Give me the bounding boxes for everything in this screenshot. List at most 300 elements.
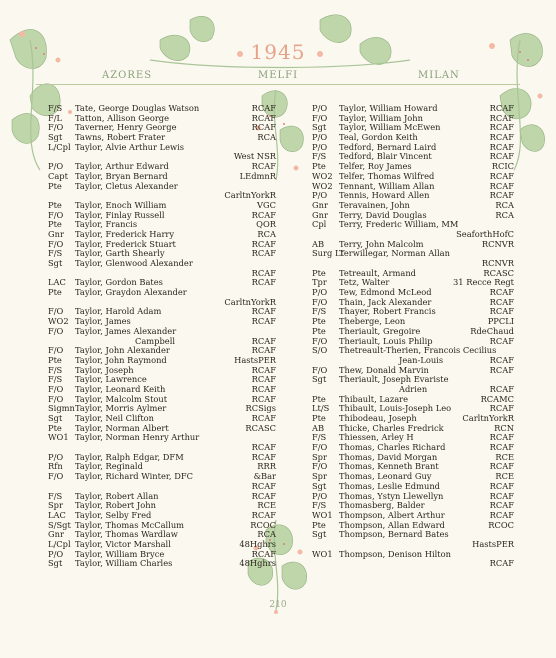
roll-entry [48,172,276,182]
rank-label: Gnr [48,529,64,540]
unit-label: RCOC [250,519,276,530]
unit-label: RCNVR [481,238,514,249]
roll-entry [48,191,276,201]
unit-label: RCE [495,471,514,482]
unit-label: RCAF [251,277,276,288]
name-label [75,191,224,201]
unit-label: RCAF [489,364,514,375]
name-label [339,230,456,240]
name-label: Taylor, Enoch William [75,200,167,210]
name-label: Taylor, Richard Winter, DFC [75,472,193,482]
roll-entry [48,559,276,569]
name-label: Taylor, William John [339,113,423,123]
rank-label: Pte [312,161,326,172]
unit-label: CarltnYorkR [224,190,276,201]
roll-entry [312,307,514,317]
rank-label: L/Cpl [48,538,71,549]
roll-entry [48,114,276,124]
name-label: Thompson, Albert Arthur [339,510,445,520]
name-label: Tetz, Walter [339,278,390,288]
roll-entry [48,240,276,250]
roll-entry [312,472,514,482]
roll-entry [48,443,276,453]
roll-entry [48,249,276,259]
unit-label: RCAF [251,548,276,559]
unit-label: RCAF [489,122,514,133]
name-label: Theriault, Gregoire [339,326,421,336]
rank-label: F/S [48,103,63,113]
roll-entry [312,540,514,550]
unit-label: RCAF [489,442,514,453]
rank-label: S/O [312,345,328,356]
name-label: Jean-Louis [399,355,444,365]
roll-entry [312,424,514,434]
rank-label: S/Sgt [48,519,71,530]
unit-label: 48Hghrs [239,538,276,549]
roll-entry [48,298,276,308]
rank-label: P/O [312,103,328,113]
rank-label [312,559,339,569]
location-label: MELFI [258,70,299,81]
name-label: Taylor, Cletus Alexander [75,181,178,191]
unit-label: RCAF [489,141,514,152]
name-label [75,298,224,308]
name-label: Taylor, James Alexander [75,326,177,336]
name-label: Thayer, Robert Francis [339,307,436,317]
unit-label: RCAF [251,393,276,404]
name-label: Taylor, Frederick Harry [75,229,175,239]
rank-label: F/S [48,248,63,259]
rank-label: Sgt [312,374,327,385]
unit-label: RCAMC [480,393,514,404]
rank-label: Cpl [312,219,327,230]
rank-label: Pte [48,354,62,365]
name-label [339,559,490,569]
name-label: Taylor, Ralph Edgar, DFM [75,452,184,462]
rank-label: WO2 [312,180,333,191]
name-label: Tennis, Howard Allen [339,191,430,201]
rank-label: F/O [312,461,328,472]
roll-entry [48,472,276,482]
name-label: Campbell [135,336,176,346]
roll-entry [312,395,514,405]
rank-label: Spr [312,471,327,482]
rank-label: Pte [48,422,62,433]
name-label [75,443,252,453]
unit-label: RCAF [489,296,514,307]
unit-label: RCAF [489,509,514,520]
rank-label: F/S [312,151,327,162]
unit-label: RCAF [251,509,276,520]
roll-entry [48,278,276,288]
roll-entry [312,298,514,308]
roll-entry [48,317,276,327]
roll-entry [312,327,514,337]
rank-label: Pte [48,287,62,298]
roll-entry [312,433,514,443]
rank-label: Sgt [48,413,63,423]
rank-label: Pte [48,199,62,210]
roll-entry [48,482,276,492]
unit-label: RCAF [251,267,276,278]
name-label: Taverner, Henry George [75,123,177,133]
unit-label: RCAF [251,238,276,249]
roll-entry [48,511,276,521]
name-label: Terwillegar, Norman Allan [339,249,450,259]
unit-label: 48Hghrs [239,558,276,569]
unit-label: RCAF [489,558,514,569]
name-label: Thibodeau, Joseph [339,414,417,423]
name-label: Thompson, Bernard Bates [339,530,449,540]
name-label: Taylor, William Howard [339,104,438,113]
roll-entry [312,462,514,472]
name-label: Taylor, Thomas McCallum [75,520,185,530]
locations-banner [0,70,556,84]
rank-label: P/O [312,190,328,201]
roll-entry [48,337,276,347]
rank-label: Gnr [312,209,328,220]
rank-label: F/S [48,490,63,501]
roll-entry [48,220,276,230]
roll-entry [312,123,514,133]
roll-entry [312,443,514,453]
unit-label: RCOC [488,519,514,530]
roll-entry [48,414,276,424]
rank-label: Spr [312,451,327,462]
rank-label: WO1 [48,432,69,443]
rank-label: F/O [48,209,64,220]
name-label: Taylor, Robert John [75,501,156,511]
rank-label: F/O [312,112,328,123]
unit-label: CarltnYorkR [224,296,276,307]
roll-entry [48,259,276,269]
roll-entry [312,152,514,162]
roll-entry [312,482,514,492]
rank-label: WO1 [312,509,333,520]
name-label: Taylor, William Bryce [75,549,165,559]
unit-label: RCA [257,228,276,239]
rank-label: F/O [312,296,328,307]
rank-label: F/S [312,500,327,511]
roll-entry [48,433,276,443]
unit-label: RCNVR [481,258,514,268]
name-label: Thiessen, Arley H [339,433,414,443]
roll-entry [48,201,276,211]
name-label: Taylor, Finlay Russell [75,210,165,220]
rank-label: F/O [48,345,64,356]
name-label: Thomas, Leslie Edmund [339,481,440,491]
unit-label: &Bar [253,471,276,482]
unit-label: RCAF [489,190,514,201]
header-rule [36,84,520,85]
name-label: Theriault, Louis Philip [339,336,433,346]
roll-entry [312,550,514,560]
rank-label: Sgt [312,122,327,133]
roll-entry [312,501,514,511]
unit-label: RCAF [489,151,514,162]
rank-label: Surg Lt [312,248,344,259]
rank-label: F/O [48,325,64,336]
name-label: Thomas, Leonard Guy [339,472,432,482]
rank-label: Pte [312,316,326,327]
roll-entry [312,201,514,211]
rank-label: Sgt [312,480,327,491]
roll-entry [312,288,514,298]
name-label: Taylor, Graydon Alexander [75,288,187,298]
unit-label: RCAF [489,287,514,298]
unit-label: HastsPER [472,538,514,549]
unit-label: RCAF [489,480,514,491]
rank-label: P/O [48,451,64,462]
name-label: Tate, George Douglas Watson [75,104,200,113]
name-label: Adrien [399,384,428,394]
name-label: Taylor, James [75,317,131,327]
roll-entry [48,230,276,240]
name-label: Taylor, Morris Aylmer [75,404,167,414]
unit-label: RCAF [251,442,276,453]
name-label: Taylor, John Alexander [75,346,170,356]
rank-label: Sigmn [48,403,75,414]
name-label: Thomas, Charles Richard [339,443,446,453]
year-heading: 1945 [250,40,306,64]
rank-label: Gnr [48,228,64,239]
roll-entry [48,453,276,463]
rank-label: Pte [48,180,62,191]
rank-label: P/O [312,132,328,143]
name-label: Terry, David Douglas [339,210,427,220]
rank-label: Lt/S [312,403,330,414]
name-label: Theberge, Leon [339,317,406,327]
rank-label: P/O [48,161,64,172]
unit-label: RCAF [489,500,514,511]
roll-entry [312,492,514,502]
unit-label: RCAF [251,364,276,375]
unit-label: RCASC [483,267,514,278]
rank-label: Capt [48,170,68,181]
name-label: Taylor, Leonard Keith [75,384,166,394]
unit-label: RCAF [489,383,514,394]
rank-label: F/S [312,432,327,443]
roll-entry [48,123,276,133]
name-label: Terry, Frederic William, MM [339,220,459,230]
name-label: Taylor, Malcolm Stout [75,394,168,404]
rank-label: WO1 [312,548,333,559]
unit-label: RdeChaud [470,325,514,336]
unit-label: RCAF [489,490,514,501]
unit-label: RCE [495,451,514,462]
name-label: Taylor, Neil Clifton [75,414,155,423]
roll-entry [312,114,514,124]
unit-label: RCA [257,132,276,143]
roll-entry [312,182,514,192]
rank-label: Sgt [48,558,63,569]
name-label: Taylor, William McEwen [339,123,441,133]
name-label: Taylor, Reginald [75,462,143,472]
rank-label: Pte [312,393,326,404]
roll-entry [48,327,276,337]
name-label: Tedford, Blair Vincent [339,152,432,162]
rank-label: LAC [48,509,66,520]
unit-label: RCAF [251,383,276,394]
rank-label: AB [312,422,325,433]
unit-label: QOR [256,219,276,230]
roll-entry [312,172,514,182]
name-label: Taylor, Lawrence [75,375,147,385]
unit-label: RCA [495,199,514,210]
name-label: Taylor, Joseph [75,365,134,375]
rank-label: F/S [312,306,327,317]
name-label: Taylor, Frederick Stuart [75,239,176,249]
name-label [75,269,252,279]
name-label: Tennant, William Allan [339,181,435,191]
roll-entry [48,540,276,550]
rank-label: Pte [312,267,326,278]
name-label: Thompson, Denison Hilton [339,549,451,559]
location-label: MILAN [418,70,460,81]
roll-entry [48,521,276,531]
rank-label: P/O [48,548,64,559]
unit-label: RCAF [251,112,276,123]
unit-label: RCAF [489,180,514,191]
name-label: Theriault, Joseph Evariste [339,375,449,385]
unit-label: RCAF [251,248,276,259]
name-label: Teravainen, John [339,200,410,210]
roll-entry [48,152,276,162]
roll-entry [48,104,276,114]
unit-label: RCAF [489,461,514,472]
unit-label: RCAF [489,306,514,317]
name-label: Telfer, Roy James [339,162,412,172]
roll-entry [312,104,514,114]
roll-entry [312,453,514,463]
name-label: Taylor, Francis [75,220,138,230]
unit-label: RCAF [251,480,276,491]
rank-label: Sgt [312,529,327,540]
unit-label: RCAF [489,170,514,181]
rank-label: F/O [312,442,328,453]
roll-entry [312,414,514,424]
unit-label: RCASC [245,422,276,433]
unit-label: RCN [494,422,514,433]
name-label: Taylor, Harold Adam [75,307,162,317]
roll-entry [312,337,514,347]
rank-label: Sgt [48,132,63,143]
name-label: Taylor, Thomas Wardlaw [75,530,178,540]
name-label: Taylor, William Charles [75,559,173,569]
rank-label: F/L [48,112,63,123]
unit-label: RCAF [489,132,514,143]
unit-label: PPCLI [487,316,514,327]
roll-entry [48,307,276,317]
roll-entry [48,385,276,395]
rank-label: P/O [312,287,328,298]
roll-entry [48,269,276,279]
name-label: Terry, John Malcolm [339,239,424,249]
name-label: Tew, Edmond McLeod [339,288,432,298]
name-label: Tedford, Bernard Laird [339,142,437,152]
name-label: Taylor, Alvie Arthur Lewis [75,142,185,152]
name-label: Thew, Donald Marvin [339,365,429,375]
unit-label: RCIC [491,161,514,172]
roll-entry [48,133,276,143]
name-label [339,259,482,269]
roll-entry [48,211,276,221]
name-label: Thomasberg, Balder [339,501,425,511]
rank-label: L/Cpl [48,141,71,152]
unit-label: LEdmnR [239,170,276,181]
roll-entry [312,346,514,356]
page-number: 210 [269,600,287,610]
name-label: Taylor, Norman Henry Arthur [75,433,200,443]
roll-entry [48,366,276,376]
roll-entry [48,375,276,385]
rank-label: Pte [312,413,326,423]
rank-label: F/S [48,374,63,385]
roll-entry [312,559,514,569]
unit-label: CarltnYorkR [462,413,514,423]
location-label: AZORES [102,70,153,81]
roll-entry [48,424,276,434]
unit-label: RCAF [489,112,514,123]
rank-label: Sgt [48,258,63,268]
unit-label: RCA [257,529,276,540]
roll-entry [312,143,514,153]
rank-label: Pte [48,219,62,230]
unit-label: RCAF [251,316,276,327]
right-names-column [312,104,514,569]
rank-label: WO2 [48,316,69,327]
roll-entry [48,395,276,405]
rank-label: LAC [48,277,66,288]
roll-entry [312,211,514,221]
name-label: Taylor, Bryan Bernard [75,171,168,181]
rank-label: WO2 [312,170,333,181]
unit-label: RCAF [251,161,276,172]
unit-label: RCAF [251,306,276,317]
name-label: Tawns, Robert Frater [75,133,166,143]
rank-label: P/O [312,490,328,501]
unit-label: RCAF [251,122,276,133]
roll-entry [312,366,514,376]
unit-label: RCAF [251,335,276,346]
rank-label: F/O [48,383,64,394]
unit-label: RCAF [251,209,276,220]
roll-entry [48,404,276,414]
unit-label: HastsPER [234,354,276,365]
unit-label: RCAF [251,451,276,462]
rank-label: F/O [48,238,64,249]
unit-label: RCAF [251,103,276,113]
name-label: Telfer, Thomas Wilfred [339,171,435,181]
unit-label: RCAF [489,354,514,365]
name-label [75,482,252,492]
unit-label: RCAF [251,413,276,423]
roll-entry [312,375,514,385]
roll-entry [312,511,514,521]
roll-entry [48,462,276,472]
roll-entry [312,521,514,531]
rank-label: F/S [48,364,63,375]
roll-entry [312,278,514,288]
rank-label: Pte [312,325,326,336]
unit-label: VGC [257,199,276,210]
roll-entry [312,162,514,172]
unit-label: RCSigs [245,403,276,414]
rank-label: Rfn [48,461,63,472]
name-label: Taylor, Garth Shearly [75,249,165,259]
name-label: Taylor, Victor Marshall [75,539,171,549]
unit-label: RCAF [489,335,514,346]
